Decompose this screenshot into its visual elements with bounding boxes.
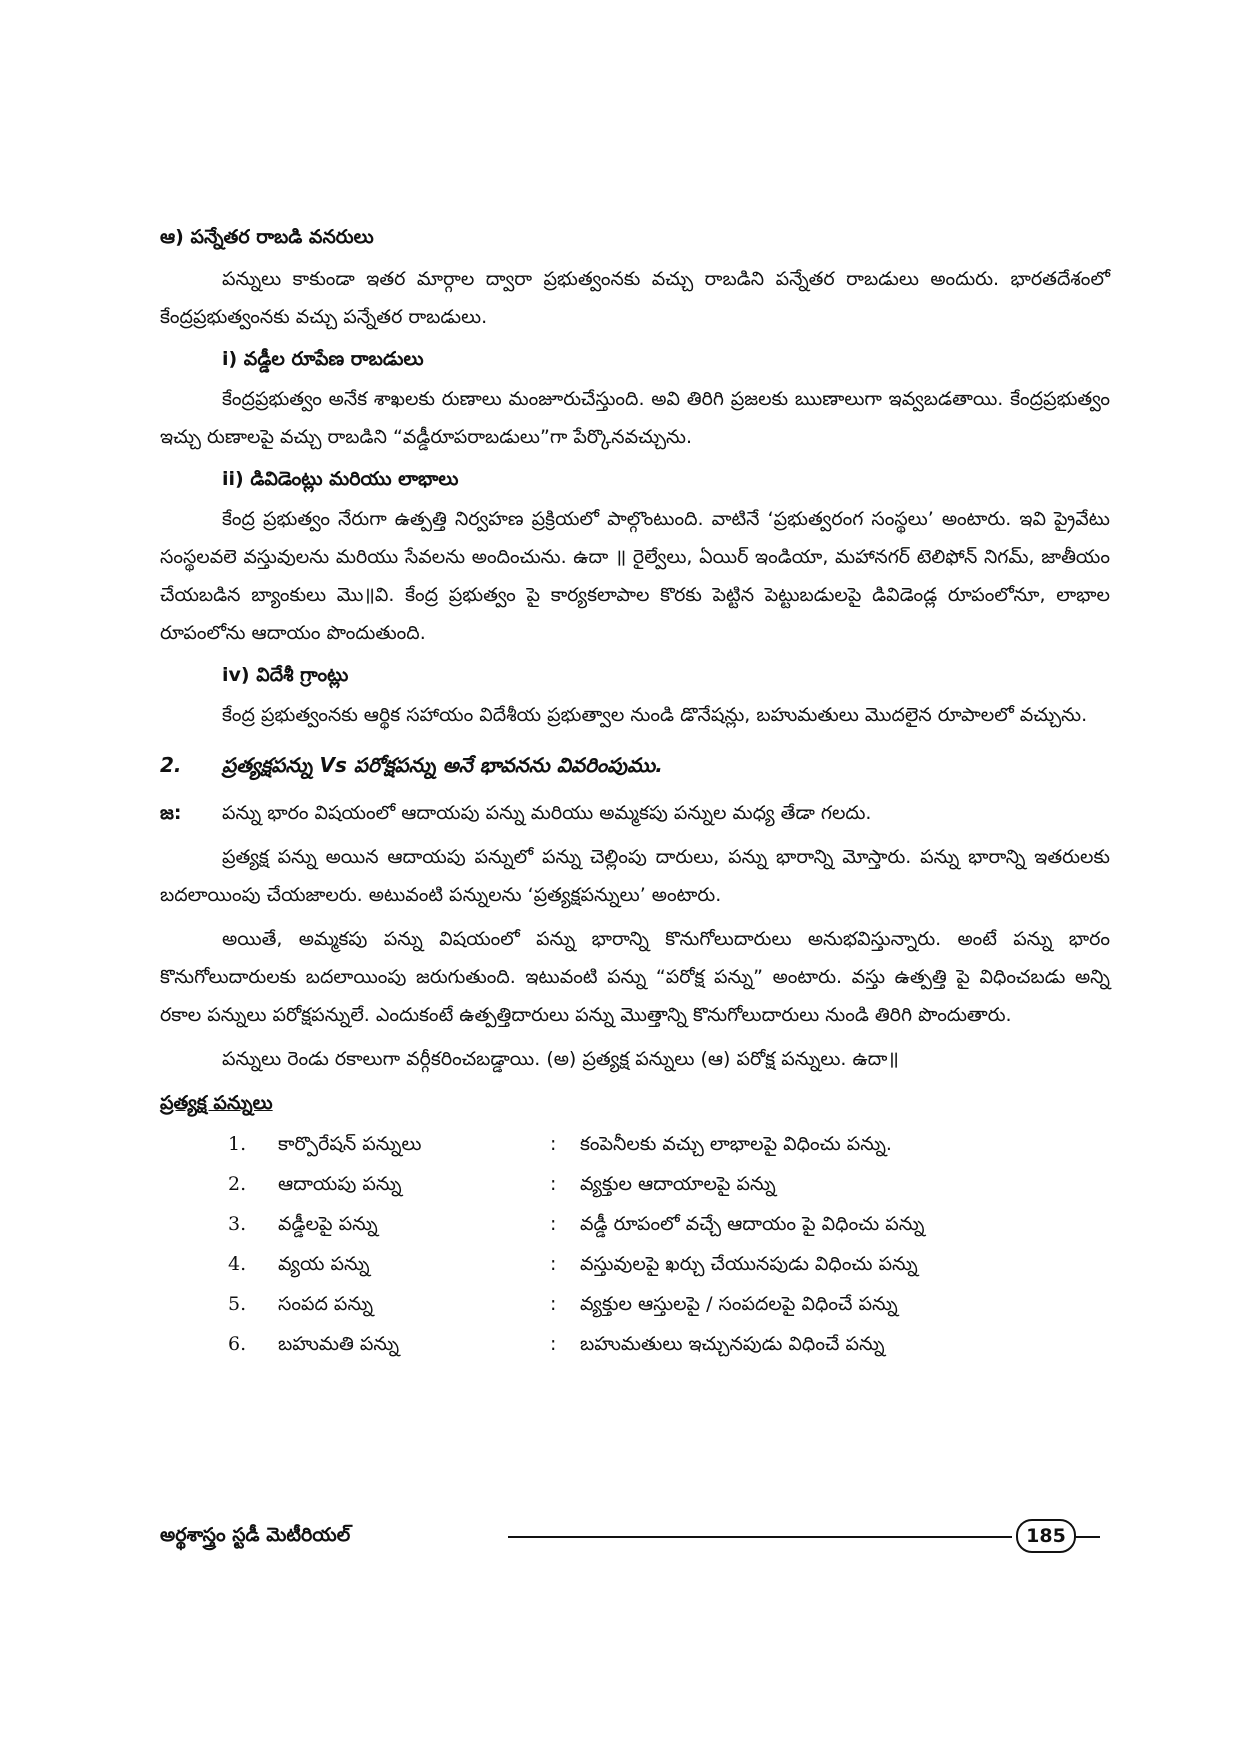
tax-item-colon: : <box>550 1173 557 1195</box>
subsection-heading-grants: iv) విదేశీ గ్రాంట్లు <box>222 664 349 686</box>
answer-first-line <box>160 794 1110 832</box>
question-number: 2. <box>160 753 182 777</box>
tax-item-number: 6. <box>228 1333 247 1355</box>
tax-item-colon: : <box>550 1213 557 1235</box>
question <box>160 748 1110 782</box>
tax-item-colon: : <box>550 1133 557 1155</box>
tax-list-item <box>160 1164 1110 1204</box>
tax-item-colon: : <box>550 1333 557 1355</box>
subsection-text-interest: కేంద్రప్రభుత్వం అనేక శాఖలకు రుణాలు మంజూరుచేస్తుంది. అవి తిరిగి ప్రజలకు ఋణాలుగా ఇవ్వబడతాయి. కేంద్రప్రభుత్వం ఇచ్చు రుణాలపై వచ్చు రాబడిని “వడ్డీరూపరాబడులు”గా పేర్కొనవచ్చును. <box>160 388 1110 448</box>
tax-item-number: 2. <box>228 1173 247 1195</box>
page-footer <box>160 1516 1100 1556</box>
tax-item-description: వ్యక్తుల ఆదాయాలపై పన్ను <box>580 1173 776 1195</box>
tax-item-name: సంపద పన్ను <box>278 1293 374 1315</box>
page-number-badge: 185 <box>1016 1519 1076 1553</box>
tax-item-name: బహుమతి పన్ను <box>278 1333 400 1355</box>
tax-list-item <box>160 1324 1110 1364</box>
tax-item-name: ఆదాయపు పన్ను <box>278 1173 402 1195</box>
subsection-heading-dividends: ii) డివిడెంట్లు మరియు లాభాలు <box>222 468 459 490</box>
tax-item-description: బహుమతులు ఇచ్చునపుడు విధించే పన్ను <box>580 1333 885 1355</box>
tax-item-name: వడ్డీలపై పన్ను <box>278 1213 378 1235</box>
question-text: ప్రత్యక్షపన్ను Vs పరోక్షపన్ను అనే భావనను వివరింపుము. <box>222 753 663 777</box>
subsection-text-dividends: కేంద్ర ప్రభుత్వం నేరుగా ఉత్పత్తి నిర్వహణ ప్రక్రియలో పాల్గొంటుంది. వాటినే ‘ప్రభుత్వరంగ సంస్థలు’ అంటారు. ఇవి ప్రైవేటు సంస్థలవలె వస్తువులను మరియు సేవలను అందించును. ఉదా ॥ రైల్వేలు, ఏయిర్ ఇండియా, మహానగర్ టెలిఫోన్ నిగమ్, జాతీయం చేయబడిన బ్యాంకులు మొ॥వి. కేంద్ర ప్రభుత్వం పై కార్యకలాపాల కొరకు పెట్టిన పెట్టుబడులపై డివిడెండ్ల రూపంలోనూ, లాభాల రూపంలోను ఆదాయం పొందుతుంది. <box>160 508 1110 644</box>
tax-list-item <box>160 1124 1110 1164</box>
subsection-heading-interest: i) వడ్డీల రూపేణ రాబడులు <box>222 348 424 370</box>
answer-paragraph: ప్రత్యక్ష పన్ను అయిన ఆదాయపు పన్నులో పన్ను చెల్లింపు దారులు, పన్ను భారాన్ని మోస్తారు. పన్ను భారాన్ని ఇతరులకు బదలాయింపు చేయజాలరు. అటువంటి పన్నులను ‘ప్రత్యక్షపన్నులు’ అంటారు. <box>160 846 1110 906</box>
tax-list-item <box>160 1204 1110 1244</box>
footer-title: అర్థశాస్త్రం స్టడీ మెటీరియల్ <box>160 1524 351 1546</box>
footer-rule <box>508 1536 1012 1538</box>
answer-first-text: పన్ను భారం విషయంలో ఆదాయపు పన్ను మరియు అమ్మకపు పన్నుల మధ్య తేడా గలదు. <box>222 802 872 824</box>
tax-item-description: వస్తువులపై ఖర్చు చేయునపుడు విధించు పన్ను <box>580 1253 918 1275</box>
answer-paragraph: అయితే, అమ్మకపు పన్ను విషయంలో పన్ను భారాన్ని కొనుగోలుదారులు అనుభవిస్తున్నారు. అంటే పన్ను భారం కొనుగోలుదారులకు బదలాయింపు జరుగుతుంది. ఇటువంటి పన్ను “పరోక్ష పన్ను” అంటారు. వస్తు ఉత్పత్తి పై విధించబడు అన్ని రకాల పన్నులు పరోక్షపన్నులే. ఎందుకంటే ఉత్పత్తిదారులు పన్ను మొత్తాన్ని కొనుగోలుదారులు నుండి తిరిగి పొందుతారు. <box>160 928 1110 1026</box>
answer-label: జ: <box>160 802 182 824</box>
page-content <box>160 222 1110 1364</box>
footer-rule-tail <box>1076 1536 1100 1538</box>
answer-paragraph: పన్నులు రెండు రకాలుగా వర్గీకరించబడ్డాయి. (అ) ప్రత్యక్ష పన్నులు (ఆ) పరోక్ష పన్నులు. ఉదా॥ <box>222 1048 899 1070</box>
section-heading: ఆ) పన్నేతర రాబడి వనరులు <box>160 226 374 248</box>
tax-item-colon: : <box>550 1293 557 1315</box>
tax-item-colon: : <box>550 1253 557 1275</box>
subsection-text-grants: కేంద్ర ప్రభుత్వంనకు ఆర్థిక సహాయం విదేశీయ ప్రభుత్వాల నుండి డొనేషన్లు, బహుమతులు మొదలైన రూపాలలో వచ్చును. <box>222 704 1088 726</box>
tax-item-number: 1. <box>228 1133 247 1155</box>
tax-item-number: 4. <box>228 1253 247 1275</box>
tax-item-number: 5. <box>228 1293 247 1315</box>
tax-item-description: వడ్డీ రూపంలో వచ్చే ఆదాయం పై విధించు పన్ను <box>580 1213 925 1235</box>
tax-item-description: కంపెనీలకు వచ్చు లాభాలపై విధించు పన్ను. <box>580 1133 892 1155</box>
section-intro: పన్నులు కాకుండా ఇతర మార్గాల ద్వారా ప్రభుత్వంనకు వచ్చు రాబడిని పన్నేతర రాబడులు అందురు. భారతదేశంలో కేంద్రప్రభుత్వంనకు వచ్చు పన్నేతర రాబడులు. <box>160 268 1110 328</box>
direct-taxes-heading: ప్రత్యక్ష పన్నులు <box>160 1092 273 1114</box>
tax-item-number: 3. <box>228 1213 247 1235</box>
tax-list-item <box>160 1284 1110 1324</box>
tax-list-item <box>160 1244 1110 1284</box>
tax-item-name: కార్పొరేషన్ పన్నులు <box>278 1133 422 1155</box>
tax-item-name: వ్యయ పన్ను <box>278 1253 370 1275</box>
tax-item-description: వ్యక్తుల ఆస్తులపై / సంపదలపై విధించే పన్ను <box>580 1293 898 1315</box>
